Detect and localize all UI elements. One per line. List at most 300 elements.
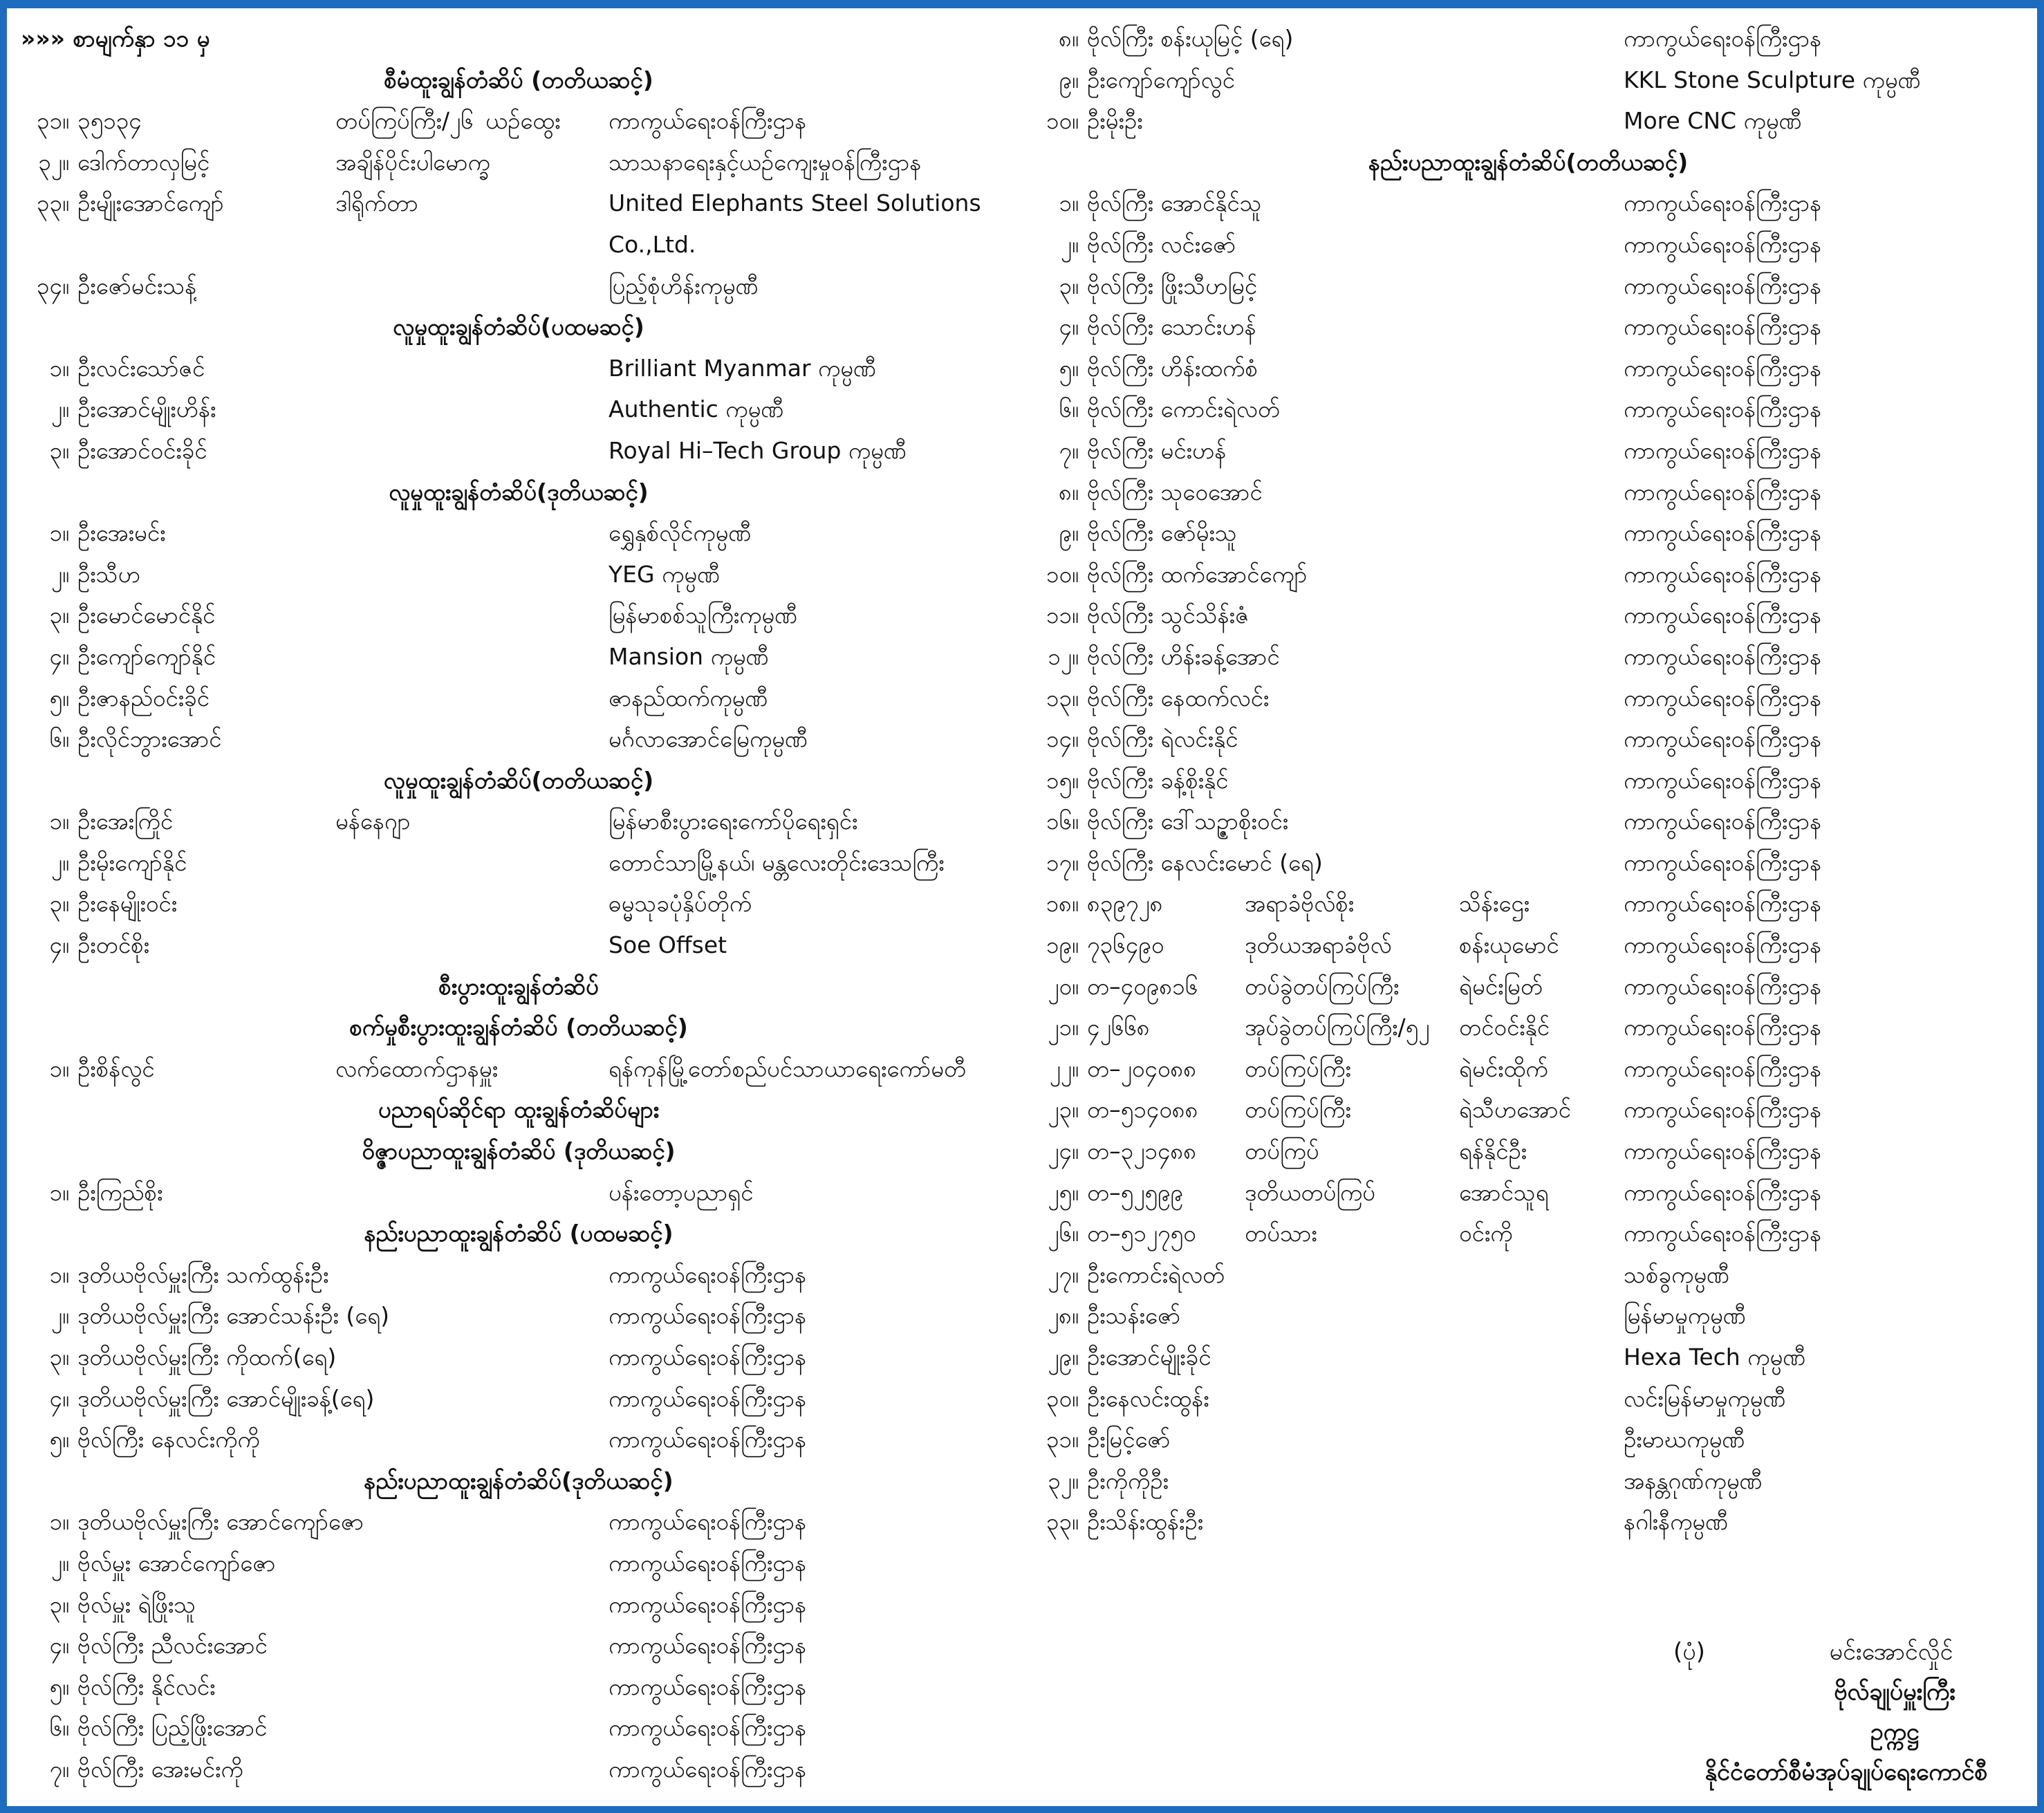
entry-name: ဦးသန်းဇော် [1087, 1302, 1181, 1330]
entry-organization: မြန်မာစစ်သူကြီးကုမ္ပဏီ [608, 602, 798, 629]
entry-name: ဗိုလ်မှူး ရဲဖြိုးသူ [77, 1590, 196, 1618]
award-entry [1030, 966, 2026, 1007]
award-entry [21, 430, 1016, 472]
entry-number: ၃။ [1059, 272, 1079, 299]
entry-number: ၁၉။ [1046, 931, 1079, 959]
award-entry [21, 1543, 1016, 1584]
entry-name: ဦးအောင်ဝင်းခိုင် [77, 436, 207, 464]
entry-number: ၃၄။ [36, 272, 69, 299]
section-heading: ပညာရပ်ဆိုင်ရာ ထူးချွန်တံဆိပ်များ [378, 1096, 660, 1124]
entry-name: ဦးဇာနည်ဝင်းခိုင် [77, 684, 210, 712]
entry-organization: ကာကွယ်ရေးဝန်ကြီးဌာန [1624, 684, 1822, 712]
entry-organization: သစ်ခွကုမ္ပဏီ [1624, 1261, 1730, 1288]
entry-number: ၁။ [49, 1054, 69, 1082]
entry-organization: ကာကွယ်ရေးဝန်ကြီးဌာန [1624, 808, 1822, 835]
entry-name-2: တင်ဝင်းနိုင် [1459, 1014, 1550, 1041]
entry-number: ၃၂။ [38, 148, 69, 176]
entry-rank: အုပ်ခွဲတပ်ကြပ်ကြီး/၅၂ [1245, 1014, 1430, 1041]
entry-number: ၄။ [49, 931, 69, 959]
entry-number: ၂။ [50, 848, 69, 876]
entry-number: ၂၂။ [1049, 1054, 1079, 1082]
award-entry [1030, 1213, 2026, 1254]
entry-name: ၃၅၁၃၄ [77, 107, 142, 135]
entry-number: ၁။ [49, 354, 69, 382]
entry-name: ဗိုလ်မှူး အောင်ကျော်ဇော [77, 1549, 276, 1577]
entry-name: ဒုတိယဗိုလ်မှူးကြီး သက်ထွန်းဦး [77, 1261, 329, 1288]
award-entry [1030, 1131, 2026, 1172]
entry-name: ဦးမိုးဦး [1087, 107, 1143, 135]
entry-number: ၂၅။ [1048, 1178, 1079, 1206]
entry-number: ၃။ [49, 436, 69, 464]
award-entry [1030, 1419, 2026, 1460]
entry-number: ၃၀။ [1046, 1384, 1079, 1412]
entry-organization: ရွှေနှစ်လိုင်ကုမ္ပဏီ [608, 519, 752, 547]
entry-name: ဗိုလ်ကြီး ရဲလင်းနိုင် [1087, 725, 1238, 753]
entry-name: ဒုတိယဗိုလ်မှူးကြီး အောင်သန်းဦး (ရေ) [77, 1302, 390, 1330]
entry-organization: ကာကွယ်ရေးဝန်ကြီးဌာန [1624, 602, 1822, 629]
entry-name-2: သိန်းဌေး [1459, 890, 1530, 918]
left-column [21, 18, 1016, 1790]
section-heading: စက်မှုစီးပွားထူးချွန်တံဆိပ် (တတိယဆင့်) [349, 1014, 688, 1041]
award-entry [1030, 842, 2026, 884]
entry-number: ၁။ [49, 1178, 69, 1206]
entry-organization: ကာကွယ်ရေးဝန်ကြီးဌာန [1624, 1220, 1822, 1247]
entry-organization: Mansion ကုမ္ပဏီ [608, 642, 769, 670]
entry-organization: More CNC ကုမ္ပဏီ [1624, 107, 1802, 135]
entry-name: ဗိုလ်ကြီး ဟိန်းထက်စံ [1087, 354, 1258, 382]
entry-organization: ကာကွယ်ရေးဝန်ကြီးဌာန [1624, 230, 1822, 258]
entry-name: ဦးအေးကြိုင် [77, 808, 174, 835]
entry-organization: ကာကွယ်ရေးဝန်ကြီးဌာန [608, 1549, 807, 1577]
entry-name: ဗိုလ်ကြီး သွင်သိန်းဇံ [1087, 602, 1249, 629]
award-entry [21, 1172, 1016, 1214]
entry-name: ဦးမောင်မောင်နိုင် [77, 602, 216, 629]
award-entry [1030, 924, 2026, 966]
entry-name: တ–၄၀၉၈၁၆ [1087, 972, 1198, 1000]
entry-number: ၃။ [49, 1590, 69, 1618]
entry-name-2: ရန်နိုင်ဦး [1459, 1137, 1527, 1165]
entry-organization: ကာကွယ်ရေးဝန်ကြီးဌာန [1624, 642, 1822, 670]
entry-rank: တပ်ကြပ်ကြီး/၂၆ [335, 107, 474, 135]
award-entry [21, 224, 1016, 266]
entry-name: ၈၃၉၇၂၈ [1087, 890, 1163, 918]
entry-name: ဦးစိန်လွင် [77, 1054, 155, 1082]
award-entry [1030, 100, 2026, 142]
section-heading: စီးပွားထူးချွန်တံဆိပ် [438, 972, 599, 1000]
award-entry [1030, 1172, 2026, 1214]
entry-name-2: ယဉ်ထွေး [485, 107, 561, 135]
award-entry [1030, 760, 2026, 801]
award-entry [21, 801, 1016, 842]
entry-number: ၇။ [1059, 436, 1079, 464]
entry-rank: ဒါရိုက်တာ [335, 189, 418, 217]
entry-number: ၁။ [1059, 189, 1079, 217]
entry-number: ၂၃။ [1048, 1096, 1079, 1124]
entry-organization: မြန်မာစီးပွားရေးကော်ပိုရေးရှင်း [608, 808, 858, 835]
entry-name: ဒုတိယဗိုလ်မှူးကြီး အောင်မျိုးခန့်(ရေ) [77, 1384, 375, 1412]
entry-organization: ကာကွယ်ရေးဝန်ကြီးဌာန [608, 1384, 807, 1412]
entry-number: ၂။ [50, 560, 69, 588]
entry-organization: ပန်းတော့ပညာရှင် [608, 1178, 754, 1206]
award-entry [21, 1337, 1016, 1378]
entry-organization: ဓမ္မသုခပုံနှိပ်တိုက် [608, 890, 752, 918]
signatory-title: ဥက္ကဋ္ဌ [1870, 1718, 1920, 1746]
entry-number: ၁။ [49, 519, 69, 547]
entry-rank: တပ်ကြပ်ကြီး [1245, 1054, 1351, 1082]
entry-organization: နဂါးနီကုမ္ပဏီ [1624, 1508, 1729, 1536]
entry-number: ၂၀။ [1048, 972, 1079, 1000]
entry-organization: ကာကွယ်ရေးဝန်ကြီးဌာန [1624, 560, 1822, 588]
entry-name: ဦးနေလင်းထွန်း [1087, 1384, 1209, 1412]
signatory-organization: နိုင်ငံတော်စီမံအုပ်ချုပ်ရေးကောင်စီ [1704, 1758, 1988, 1786]
award-entry [21, 1625, 1016, 1666]
entry-name: ဗိုလ်ကြီး စန်းယုမြင့် (ရေ) [1087, 25, 1294, 52]
award-entry [21, 1584, 1016, 1626]
entry-organization: KKL Stone Sculpture ကုမ္ပဏီ [1624, 66, 1921, 93]
entry-name: ဗိုလ်ကြီး ဖြိုးသီဟမြင့် [1087, 272, 1258, 299]
award-entry [21, 636, 1016, 678]
entry-organization: ကာကွယ်ရေးဝန်ကြီးဌာန [608, 1508, 807, 1536]
entry-organization: ကာကွယ်ရေးဝန်ကြီးဌာန [608, 1673, 807, 1700]
award-entry [21, 924, 1016, 966]
entry-organization: YEG ကုမ္ပဏီ [608, 560, 721, 588]
section-heading: နည်းပညာထူးချွန်တံဆိပ်(ဒုတိယဆင့်) [364, 1467, 673, 1494]
entry-number: ၂၄။ [1048, 1137, 1079, 1165]
blue-frame-bottom [0, 1806, 2044, 1813]
entry-number: ၂၈။ [1047, 1302, 1079, 1330]
continuation-label: »»» စာမျက်နှာ ၁၁ မှ [21, 25, 210, 52]
entry-name: ဦးမြင့်ဇော် [1087, 1426, 1171, 1453]
entry-number: ၉။ [1059, 519, 1079, 547]
entry-name: ဗိုလ်ကြီး ကောင်းရဲလတ် [1087, 396, 1280, 423]
entry-rank: ဒုတိယတပ်ကြပ် [1245, 1178, 1375, 1206]
entry-number: ၂။ [50, 1302, 69, 1330]
award-entry [1030, 183, 2026, 224]
entry-number: ၃၁။ [36, 107, 69, 135]
section-heading: နည်းပညာထူးချွန်တံဆိပ်(တတိယဆင့်) [1368, 148, 1689, 176]
entry-name: ဗိုလ်ကြီး ဒေါ်သဉ္ဇာစိုးဝင်း [1087, 808, 1289, 835]
entry-number: ၁၆။ [1046, 808, 1079, 835]
entry-name: ဗိုလ်ကြီး လင်းဇော် [1087, 230, 1236, 258]
award-entry [1030, 512, 2026, 554]
entry-name: ဗိုလ်ကြီး နိုင်လင်း [77, 1673, 216, 1700]
entry-rank: အချိန်ပိုင်းပါမောက္ခ [335, 148, 490, 176]
entry-number: ၁၂။ [1048, 642, 1079, 670]
award-entry [21, 1707, 1016, 1749]
award-entry [1030, 1378, 2026, 1420]
entry-name: ဗိုလ်ကြီး နေလင်းကိုကို [77, 1426, 260, 1453]
entry-organization: ဦးမာဃကုမ္ပဏီ [1624, 1426, 1745, 1453]
entry-organization: ကာကွယ်ရေးဝန်ကြီးဌာန [608, 1302, 807, 1330]
entry-name: ဗိုလ်ကြီး ထက်အောင်ကျော် [1087, 560, 1308, 588]
entry-number: ၂၁။ [1048, 1014, 1079, 1041]
entry-organization: ကာကွယ်ရေးဝန်ကြီးဌာန [1624, 972, 1822, 1000]
entry-organization: ကာကွယ်ရေးဝန်ကြီးဌာန [1624, 1096, 1822, 1124]
entry-organization: ကာကွယ်ရေးဝန်ကြီးဌာန [1624, 1014, 1822, 1041]
section-heading: လူမှုထူးချွန်တံဆိပ်(ပထမဆင့်) [393, 313, 644, 341]
award-entry [1030, 636, 2026, 678]
entry-organization: ကာကွယ်ရေးဝန်ကြီးဌာန [1624, 436, 1822, 464]
entry-name: ဗိုလ်ကြီး နေလင်းမောင် (ရေ) [1087, 848, 1323, 876]
award-entry [21, 678, 1016, 719]
entry-number: ၂။ [50, 396, 69, 423]
entry-number: ၉။ [1059, 66, 1079, 93]
award-entry [21, 718, 1016, 760]
award-entry [21, 1749, 1016, 1790]
entry-name: ၇၃၆၄၉၀ [1087, 931, 1164, 959]
entry-number: ၃၃။ [36, 189, 69, 217]
award-entry [21, 1378, 1016, 1420]
entry-organization: ကာကွယ်ရေးဝန်ကြီးဌာန [608, 1590, 807, 1618]
entry-organization: United Elephants Steel Solutions [608, 189, 981, 217]
entry-number: ၈။ [1059, 25, 1079, 52]
entry-number: ၁၈။ [1046, 890, 1079, 918]
award-entry [21, 389, 1016, 430]
entry-organization: ကာကွယ်ရေးဝန်ကြီးဌာန [1624, 396, 1822, 423]
entry-organization: မင်္ဂလာအောင်မြေကုမ္ပဏီ [608, 725, 808, 753]
entry-organization: Royal Hi–Tech Group ကုမ္ပဏီ [608, 436, 907, 464]
award-entry [1030, 1048, 2026, 1090]
award-entry [1030, 718, 2026, 760]
entry-organization: ကာကွယ်ရေးဝန်ကြီးဌာန [1624, 1137, 1822, 1165]
entry-number: ၂။ [1060, 230, 1079, 258]
entry-number: ၄။ [49, 1384, 69, 1412]
entry-number: ၄။ [1059, 313, 1079, 341]
entry-rank: ဒုတိယအရာခံဗိုလ် [1245, 931, 1392, 959]
entry-organization: တောင်သာမြို့နယ်၊ မန္တလေးတိုင်းဒေသကြီး [608, 848, 945, 876]
award-entry [1030, 306, 2026, 348]
entry-rank: အရာခံဗိုလ်စိုး [1245, 890, 1355, 918]
section-heading: နည်းပညာထူးချွန်တံဆိပ် (ပထမဆင့်) [364, 1220, 673, 1247]
entry-organization: ကာကွယ်ရေးဝန်ကြီးဌာန [1624, 272, 1822, 299]
award-entry [1030, 1089, 2026, 1131]
award-entry [1030, 430, 2026, 472]
entry-organization: ကာကွယ်ရေးဝန်ကြီးဌာန [1624, 766, 1822, 794]
entry-name: ဗိုလ်ကြီး နေထက်လင်း [1087, 684, 1270, 712]
entry-number: ၁။ [49, 1261, 69, 1288]
entry-number: ၄။ [49, 642, 69, 670]
entry-organization: ကာကွယ်ရေးဝန်ကြီးဌာန [608, 1344, 807, 1370]
entry-number: ၄။ [49, 1632, 69, 1659]
entry-organization: ကာကွယ်ရေးဝန်ကြီးဌာန [1624, 354, 1822, 382]
entry-name: တ–၅၂၅၉၉ [1087, 1178, 1184, 1206]
award-entry [1030, 389, 2026, 430]
entry-number: ၁။ [49, 808, 69, 835]
entry-number: ၂၉။ [1048, 1344, 1079, 1370]
entry-organization: ကာကွယ်ရေးဝန်ကြီးဌာန [1624, 1178, 1822, 1206]
entry-name: ဦးကျော်ကျော်နိုင် [77, 642, 216, 670]
award-entry [1030, 1295, 2026, 1337]
entry-name: ဗိုလ်ကြီး မင်းဟန် [1087, 436, 1227, 464]
entry-name: ဦးအေးမင်း [77, 519, 166, 547]
entry-number: ၁၀။ [1046, 560, 1079, 588]
seal-marker: (ပုံ) [1673, 1638, 1705, 1666]
award-entry [1030, 18, 2026, 59]
section-heading: ဝိဇ္ဇာပညာထူးချွန်တံဆိပ် (ဒုတိယဆင့်) [362, 1137, 676, 1165]
entry-name: ဗိုလ်ကြီး ဟိန်းခန့်အောင် [1087, 642, 1280, 670]
entry-organization: ကာကွယ်ရေးဝန်ကြီးဌာန [608, 1632, 807, 1659]
entry-name: ဦးမိုးကျော်နိုင် [77, 848, 187, 876]
entry-organization: ရန်ကုန်မြို့တော်စည်ပင်သာယာရေးကော်မတီ [608, 1054, 967, 1082]
entry-name: ဒေါက်တာလှမြင့် [77, 148, 210, 176]
entry-name: ဦးကောင်းရဲလတ် [1087, 1261, 1225, 1288]
entry-number: ၂၆။ [1048, 1220, 1079, 1247]
award-entry [1030, 1460, 2026, 1502]
entry-number: ၇။ [49, 1755, 69, 1783]
entry-organization: လင်းမြန်မာမှုကုမ္ပဏီ [1624, 1384, 1786, 1412]
entry-name: ဦးနေမျိုးဝင်း [77, 890, 178, 918]
entry-organization: ကာကွယ်ရေးဝန်ကြီးဌာန [1624, 189, 1822, 217]
entry-number: ၃၃။ [1046, 1508, 1079, 1536]
award-entry [21, 348, 1016, 389]
entry-number: ၃။ [49, 890, 69, 918]
entry-name: တ–၅၁၄၀၈၈ [1087, 1096, 1198, 1124]
award-entry [21, 1501, 1016, 1543]
entry-rank: တပ်ကြပ်ကြီး [1245, 1096, 1351, 1124]
entry-number: ၆။ [49, 1714, 69, 1742]
entry-organization: ကာကွယ်ရေးဝန်ကြီးဌာန [1624, 931, 1822, 959]
entry-name: ဦးလိုင်ဘွားအောင် [77, 725, 222, 753]
right-column [1030, 18, 2026, 1543]
entry-name: ဒုတိယဗိုလ်မှူးကြီး အောင်ကျော်ဇော [77, 1508, 364, 1536]
entry-number: ၅။ [49, 1673, 69, 1700]
award-entry [21, 1254, 1016, 1296]
entry-organization: ပြည့်စုံဟိန်းကုမ္ပဏီ [608, 272, 759, 299]
signature-block [1673, 1632, 2019, 1792]
award-entry [21, 1295, 1016, 1337]
entry-name: ဗိုလ်ကြီး အောင်နိုင်သူ [1087, 189, 1262, 217]
entry-organization: ကာကွယ်ရေးဝန်ကြီးဌာန [1624, 313, 1822, 341]
entry-organization: သာသနာရေးနှင့်ယဉ်ကျေးမှုဝန်ကြီးဌာန [608, 148, 922, 176]
entry-name: တ–၂၀၄၀၈၈ [1087, 1054, 1197, 1082]
entry-name: ဦးသီဟ [77, 560, 140, 588]
award-entry [21, 183, 1016, 224]
entry-organization: ကာကွယ်ရေးဝန်ကြီးဌာန [1624, 725, 1822, 753]
entry-number: ၃။ [49, 602, 69, 629]
entry-name-2: ရဲမင်းမြတ် [1459, 972, 1543, 1000]
award-entry [1030, 678, 2026, 719]
award-entry [1030, 472, 2026, 513]
award-entry [21, 1666, 1016, 1708]
entry-name-2: စန်းယုမောင် [1459, 931, 1559, 959]
continuation-header [21, 18, 1016, 59]
entry-organization: Brilliant Myanmar ကုမ္ပဏီ [608, 354, 877, 382]
award-entry [1030, 1501, 2026, 1543]
award-entry [1030, 59, 2026, 101]
entry-name: ဦးသိန်းထွန်းဦး [1087, 1508, 1204, 1536]
award-entry [1030, 883, 2026, 924]
entry-organization: ကာကွယ်ရေးဝန်ကြီးဌာန [1624, 478, 1822, 505]
entry-organization: အနန္တဂုဏ်ကုမ္ပဏီ [1624, 1467, 1763, 1494]
award-entry [21, 595, 1016, 636]
entry-organization: ကာကွယ်ရေးဝန်ကြီးဌာန [608, 1426, 807, 1453]
signature-line-name [1673, 1632, 2019, 1672]
entry-name: တ–၅၁၂၇၅၀ [1087, 1220, 1196, 1247]
entry-name: ဒုတိယဗိုလ်မှူးကြီး ကိုထက်(ရေ) [77, 1344, 337, 1370]
entry-rank: တပ်ခွဲတပ်ကြပ်ကြီး [1245, 972, 1400, 1000]
entry-name: ဦးကျော်ကျော်လွင် [1087, 66, 1235, 93]
entry-organization: ကာကွယ်ရေးဝန်ကြီးဌာန [608, 1261, 807, 1288]
entry-name: ဗိုလ်ကြီး ဇော်မိုးသူ [1087, 519, 1237, 547]
entry-name: ဗိုလ်ကြီး ခန့်စိုးနိုင် [1087, 766, 1229, 794]
entry-number: ၃။ [49, 1344, 69, 1370]
award-entry [21, 1048, 1016, 1090]
entry-number: ၁၁။ [1046, 602, 1079, 629]
entry-number: ၃၂။ [1048, 1467, 1079, 1494]
entry-organization: ကာကွယ်ရေးဝန်ကြီးဌာန [608, 1714, 807, 1742]
award-entry [1030, 801, 2026, 842]
entry-name: ဗိုလ်ကြီး သောင်းဟန် [1087, 313, 1256, 341]
award-entry [1030, 1007, 2026, 1048]
entry-number: ၅။ [49, 1426, 69, 1453]
entry-organization: ကာကွယ်ရေးဝန်ကြီးဌာန [1624, 519, 1822, 547]
entry-name: ဗိုလ်ကြီး ညီလင်းအောင် [77, 1632, 268, 1659]
entry-organization: ကာကွယ်ရေးဝန်ကြီးဌာန [1624, 848, 1822, 876]
entry-organization: Authentic ကုမ္ပဏီ [608, 396, 784, 423]
entry-rank: တပ်သား [1245, 1220, 1317, 1247]
entry-organization: ဇာနည်ထက်ကုမ္ပဏီ [608, 684, 768, 712]
entry-name: ဦးကိုကိုဦး [1087, 1467, 1169, 1494]
entry-number: ၅။ [49, 684, 69, 712]
entry-name: ဦးအောင်မျိုးဟိန်း [77, 396, 216, 423]
entry-name-2: ရဲမင်းထိုက် [1459, 1054, 1548, 1082]
blue-frame-right [2037, 0, 2044, 1813]
entry-name: ဗိုလ်ကြီး ပြည့်ဖြိုးအောင် [77, 1714, 268, 1742]
blue-frame-left [0, 0, 7, 1813]
entry-rank: လက်ထောက်ဌာနမှူး [335, 1054, 499, 1082]
entry-number: ၂။ [50, 1549, 69, 1577]
entry-name-2: ရဲသီဟအောင် [1459, 1096, 1571, 1124]
entry-organization: မြန်မာမှုကုမ္ပဏီ [1624, 1302, 1747, 1330]
blue-frame-top [0, 0, 2044, 8]
entry-name: တ–၃၂၁၄၈၈ [1087, 1137, 1197, 1165]
entry-organization: ကာကွယ်ရေးဝန်ကြီးဌာန [1624, 1054, 1822, 1082]
entry-name: ဦးကြည်စိုး [77, 1178, 163, 1206]
entry-name: ဦးဇော်မင်းသန့် [77, 272, 197, 299]
entry-number: ၈။ [1059, 478, 1079, 505]
entry-number: ၁၃။ [1046, 684, 1079, 712]
section-heading: လူမှုထူးချွန်တံဆိပ်(တတိယဆင့်) [383, 766, 654, 794]
entry-name: ၄၂၆၆၈ [1087, 1014, 1150, 1041]
award-entry [21, 554, 1016, 595]
award-entry [21, 883, 1016, 924]
entry-number: ၃၁။ [1046, 1426, 1079, 1453]
entry-number: ၁၀။ [1046, 107, 1079, 135]
award-entry [21, 100, 1016, 142]
signatory-name: မင်းအောင်လှိုင် [1829, 1638, 1953, 1666]
signatory-rank: ဗိုလ်ချုပ်မှူးကြီး [1834, 1678, 1955, 1706]
section-heading: စီမံထူးချွန်တံဆိပ် (တတိယဆင့်) [384, 66, 653, 93]
entry-number: ၂၇။ [1048, 1261, 1079, 1288]
entry-name: ဗိုလ်ကြီး သုဝေအောင် [1087, 478, 1263, 505]
entry-organization: ကာကွယ်ရေးဝန်ကြီးဌာန [1624, 25, 1822, 52]
award-entry [1030, 1254, 2026, 1296]
entry-organization: ကာကွယ်ရေးဝန်ကြီးဌာန [1624, 890, 1822, 918]
award-entry [1030, 554, 2026, 595]
entry-rank: မန်နေဂျာ [335, 808, 411, 835]
award-entry [21, 842, 1016, 884]
award-entry [1030, 595, 2026, 636]
entry-organization: ကာကွယ်ရေးဝန်ကြီးဌာန [608, 1755, 807, 1783]
award-entry [1030, 348, 2026, 389]
entry-name-2: ဝင်းကို [1459, 1220, 1513, 1247]
award-entry [1030, 1337, 2026, 1378]
award-entry [21, 266, 1016, 307]
entry-number: ၁၇။ [1046, 848, 1079, 876]
entry-number: ၁၅။ [1046, 766, 1079, 794]
section-heading: လူမှုထူးချွန်တံဆိပ်(ဒုတိယဆင့်) [389, 478, 649, 505]
entry-name: ဦးအောင်မျိုးခိုင် [1087, 1344, 1211, 1370]
